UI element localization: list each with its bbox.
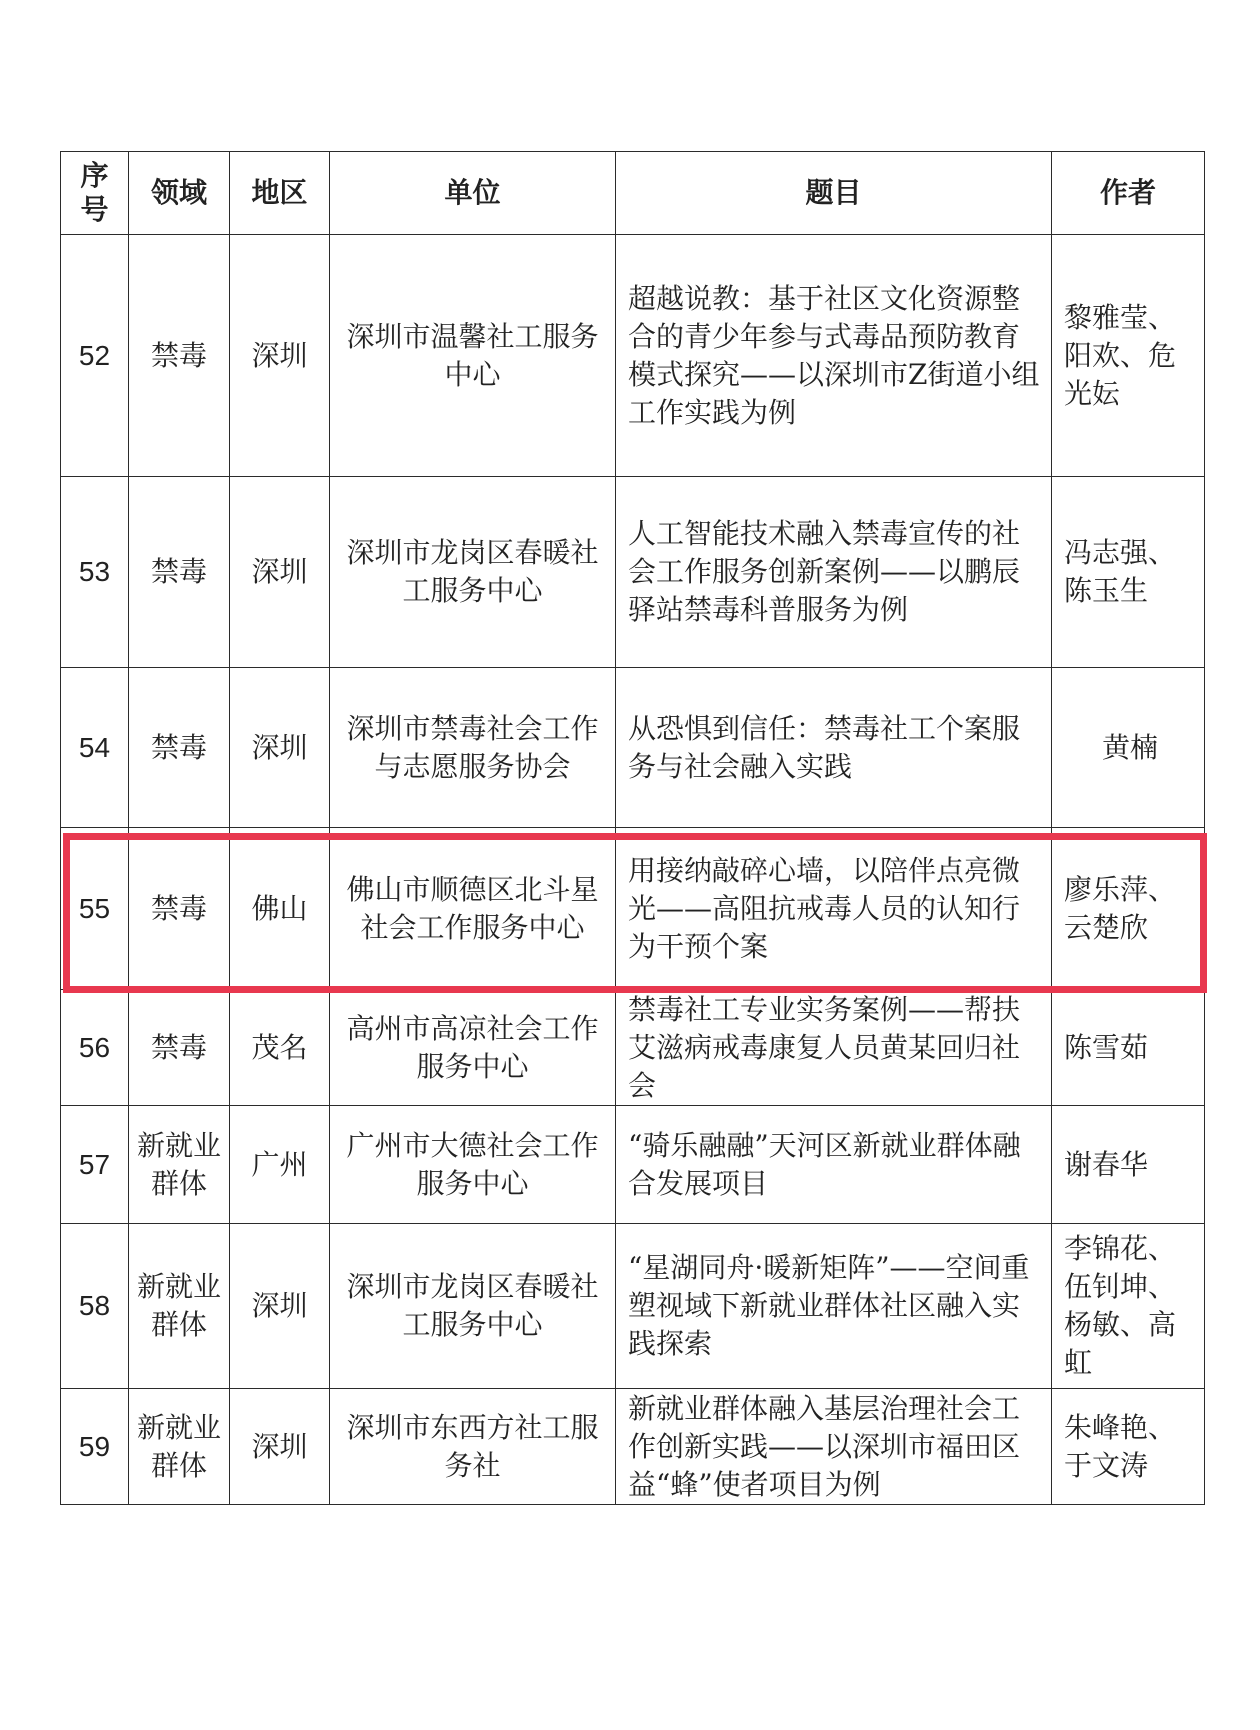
row-author: 李锦花、伍钊坤、杨敏、高虹 <box>1052 1224 1205 1389</box>
row-title: “星湖同舟·暖新矩阵”——空间重塑视域下新就业群体社区融入实践探索 <box>616 1224 1052 1389</box>
row-num: 56 <box>61 990 129 1106</box>
row-author: 谢春华 <box>1052 1106 1205 1224</box>
header-region: 地区 <box>230 152 330 235</box>
row-author: 黎雅莹、阳欢、危光妘 <box>1052 235 1205 477</box>
row-unit: 广州市大德社会工作服务中心 <box>330 1106 616 1224</box>
row-unit: 深圳市东西方社工服务社 <box>330 1389 616 1505</box>
row-unit: 高州市高凉社会工作服务中心 <box>330 990 616 1106</box>
table-row <box>61 1224 1205 1389</box>
row-title: 新就业群体融入基层治理社会工作创新实践——以深圳市福田区益“蜂”使者项目为例 <box>616 1389 1052 1505</box>
row-unit: 深圳市温馨社工服务中心 <box>330 235 616 477</box>
table-row <box>61 477 1205 668</box>
row-title: 用接纳敲碎心墙，以陪伴点亮微光——高阻抗戒毒人员的认知行为干预个案 <box>616 828 1052 990</box>
header-num-char: 号 <box>80 193 109 226</box>
table-row <box>61 1389 1205 1505</box>
row-num: 55 <box>61 828 129 990</box>
row-num: 54 <box>61 668 129 828</box>
award-list-table <box>60 151 1205 1505</box>
table-row <box>61 235 1205 477</box>
table-row <box>61 1106 1205 1224</box>
row-region: 深圳 <box>230 1224 330 1389</box>
row-region: 深圳 <box>230 477 330 668</box>
header-num <box>61 152 129 235</box>
row-unit: 深圳市龙岗区春暖社工服务中心 <box>330 477 616 668</box>
row-field: 新就业群体 <box>129 1224 230 1389</box>
row-author: 黄楠 <box>1052 668 1205 828</box>
table-header-row <box>61 152 1205 235</box>
header-unit: 单位 <box>330 152 616 235</box>
table-row <box>61 990 1205 1106</box>
header-field: 领域 <box>129 152 230 235</box>
row-num: 58 <box>61 1224 129 1389</box>
row-title: 从恐惧到信任：禁毒社工个案服务与社会融入实践 <box>616 668 1052 828</box>
row-region: 深圳 <box>230 668 330 828</box>
row-title: “骑乐融融”天河区新就业群体融合发展项目 <box>616 1106 1052 1224</box>
row-title: 禁毒社工专业实务案例——帮扶艾滋病戒毒康复人员黄某回归社会 <box>616 990 1052 1106</box>
row-author: 朱峰艳、于文涛 <box>1052 1389 1205 1505</box>
row-num: 57 <box>61 1106 129 1224</box>
table-row <box>61 668 1205 828</box>
row-field: 禁毒 <box>129 235 230 477</box>
row-field: 禁毒 <box>129 828 230 990</box>
row-title: 超越说教：基于社区文化资源整合的青少年参与式毒品预防教育模式探究——以深圳市Z街道小组工作实践为例 <box>616 235 1052 477</box>
row-field: 禁毒 <box>129 668 230 828</box>
row-num: 59 <box>61 1389 129 1505</box>
row-region: 茂名 <box>230 990 330 1106</box>
row-author: 陈雪茹 <box>1052 990 1205 1106</box>
row-unit: 佛山市顺德区北斗星社会工作服务中心 <box>330 828 616 990</box>
row-num: 52 <box>61 235 129 477</box>
row-region: 佛山 <box>230 828 330 990</box>
row-author: 廖乐萍、云楚欣 <box>1052 828 1205 990</box>
header-num-char: 序 <box>80 159 109 192</box>
row-field: 新就业群体 <box>129 1389 230 1505</box>
header-title: 题目 <box>616 152 1052 235</box>
row-region: 深圳 <box>230 235 330 477</box>
row-field: 禁毒 <box>129 990 230 1106</box>
row-region: 广州 <box>230 1106 330 1224</box>
row-num: 53 <box>61 477 129 668</box>
row-field: 新就业群体 <box>129 1106 230 1224</box>
row-region: 深圳 <box>230 1389 330 1505</box>
row-field: 禁毒 <box>129 477 230 668</box>
header-author: 作者 <box>1052 152 1205 235</box>
row-unit: 深圳市禁毒社会工作与志愿服务协会 <box>330 668 616 828</box>
row-title: 人工智能技术融入禁毒宣传的社会工作服务创新案例——以鹏辰驿站禁毒科普服务为例 <box>616 477 1052 668</box>
table-row-highlighted <box>61 828 1205 990</box>
row-author: 冯志强、陈玉生 <box>1052 477 1205 668</box>
row-unit: 深圳市龙岗区春暖社工服务中心 <box>330 1224 616 1389</box>
